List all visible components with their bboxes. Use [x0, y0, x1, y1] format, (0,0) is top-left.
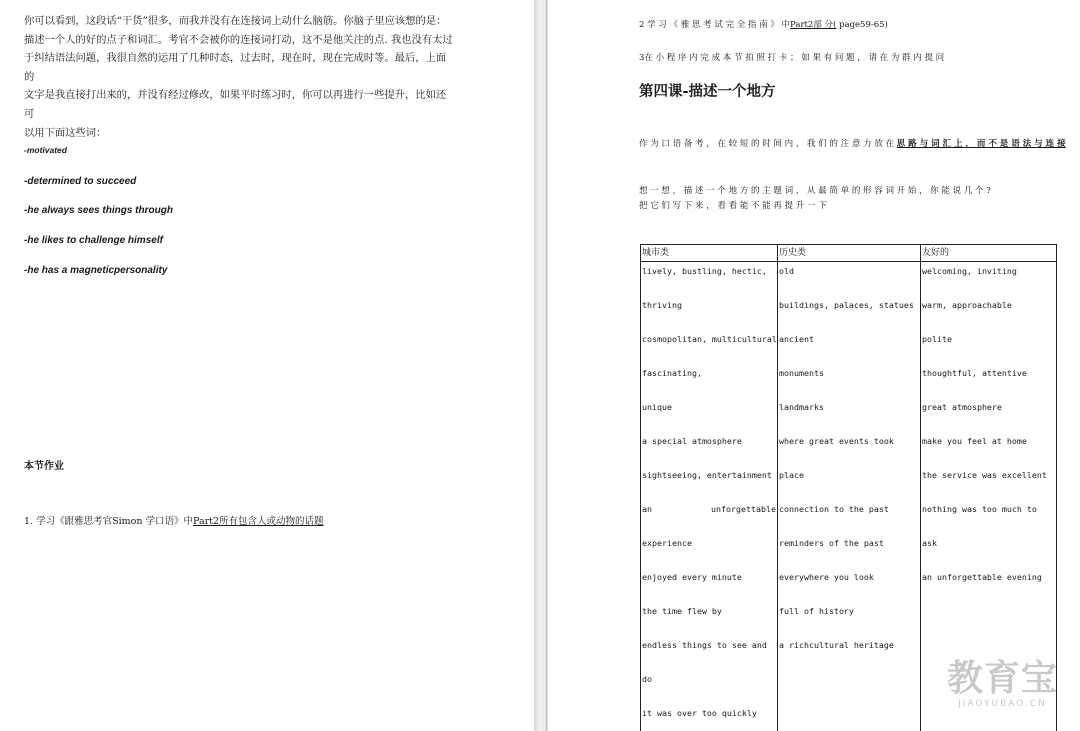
list-item: sightseeing, entertainment [642, 470, 772, 480]
task-2-prefix: 2 学 习 《 雅 思 考 试 完 全 指 南 》 中 [639, 20, 791, 30]
list-item: landmarks [779, 402, 824, 412]
table-header-row [641, 245, 1057, 262]
homework-link[interactable]: Part2所有包含人或动物的话题 [193, 516, 324, 527]
task-2-link[interactable]: Part2部 分( [790, 20, 837, 30]
prompt [639, 184, 991, 214]
list-item: welcoming, inviting [922, 266, 1017, 276]
list-item: ask [922, 538, 937, 548]
prompt-line: 想 一 想 ， 描 述 一 个 地 方 的 主 题 词 ， 从 最 简 单 的 形 容 词 开 始 ， 你 能 说 几 个 ? [639, 186, 991, 196]
list-item: fascinating, [642, 368, 702, 378]
list-item: buildings, palaces, statues [779, 300, 914, 310]
header-city: 城市类 [641, 245, 778, 262]
keyword-item: -he likes to challenge himself [24, 235, 163, 246]
list-item: a special atmosphere [642, 436, 742, 446]
homework-item [24, 513, 324, 527]
list-item: reminders of the past [779, 538, 884, 548]
intro-paragraph [24, 12, 454, 142]
list-item: where great events took [779, 436, 894, 446]
paragraph-line: 描述一个人的好的点子和词汇。考官不会被你的连接词打动，这不是他关注的点. 我也没有太过 [24, 33, 453, 46]
column-history [778, 262, 921, 731]
keyword-item: -he always sees things through [24, 205, 173, 216]
paragraph-line: 于纠结语法问题，我很自然的运用了几种时态，过去时，现在时，现在完成时等。最后，上面的 [24, 52, 447, 83]
watermark [947, 650, 1058, 709]
list-item: thriving [642, 300, 682, 310]
list-item: it was over too quickly [642, 708, 757, 718]
paragraph-line: 文字是我直接打出来的，并没有经过修改，如果平时练习时，你可以再进行一些提升，比如还可 [24, 89, 447, 120]
list-item: monuments [779, 368, 824, 378]
list-item: an unforgettable evening [922, 572, 1042, 582]
lesson-title: 第四课-描述一个地方 [639, 84, 776, 100]
list-item: thoughtful, attentive [922, 368, 1027, 378]
list-item: full of history [779, 606, 854, 616]
list-item: the service was excellent [922, 470, 1047, 480]
list-item: place [779, 470, 804, 480]
list-item: great atmosphere [922, 402, 1002, 412]
right-page [548, 0, 1080, 731]
list-item: an unforgettable [642, 504, 776, 514]
list-item: unique [642, 402, 672, 412]
list-item: lively, bustling, hectic, [642, 266, 767, 276]
task-2 [639, 18, 888, 30]
homework-prefix: 1. 学习《跟雅思考官Simon 学口语》中 [24, 516, 193, 527]
task-3: 3在 小 程 序 内 完 成 本 节 拍 照 打 卡 ； 如 果 有 问 题 ， 请 在 为 群 内 提 问 [639, 53, 945, 63]
list-item: warm, approachable [922, 300, 1012, 310]
intro-emphasis: 思 路 与 词 汇 上 ， 而 不 是 语 法 与 连 接 [896, 139, 1066, 149]
paragraph-line: 以用下面这些词： [24, 126, 107, 139]
header-friendly: 友好的 [921, 245, 1057, 262]
list-item: endless things to see and [642, 640, 767, 650]
list-item: ancient [779, 334, 814, 344]
list-item: experience [642, 538, 692, 548]
keyword-item: -he has a magneticpersonality [24, 265, 168, 276]
list-item: everywhere you look [779, 572, 874, 582]
list-item: old [779, 266, 794, 276]
intro-prefix: 作 为 口 语 备 考 ， 在 较 短 的 时 间 内 ， 我 们 的 注 意 力 放 在 [639, 139, 897, 149]
header-history: 历史类 [778, 245, 921, 262]
left-page [0, 0, 534, 731]
homework-title: 本节作业 [24, 461, 64, 472]
paragraph-line: 你可以看到，这段话“干货”很多，而我并没有在连接词上动什么脑筋。你脑子里应该想的是： [24, 15, 447, 27]
keyword-item: -determined to succeed [24, 176, 137, 187]
list-item: connection to the past [779, 504, 889, 514]
prompt-line: 把 它 们 写 下 来 ， 看 看 能 不 能 再 提 升 一 下 [639, 201, 827, 211]
list-item: enjoyed every minute [642, 572, 742, 582]
intro-note [639, 137, 1066, 152]
list-item: the time flew by [642, 606, 722, 616]
keyword-item: -motivated [24, 145, 67, 155]
page-divider [546, 0, 547, 731]
list-item: a richcultural heritage [779, 640, 894, 650]
watermark-logo: 教育宝 [946, 658, 1058, 699]
list-item: do [642, 674, 652, 684]
column-city [641, 262, 778, 731]
list-item: polite [922, 334, 952, 344]
list-item: cosmopolitan, multicultural [642, 334, 777, 344]
task-2-pages: page59-65) [836, 20, 888, 30]
watermark-url: JIAOYUBAO.CN [958, 699, 1047, 709]
list-item: nothing was too much to [922, 504, 1037, 514]
list-item: make you feel at home [922, 436, 1027, 446]
